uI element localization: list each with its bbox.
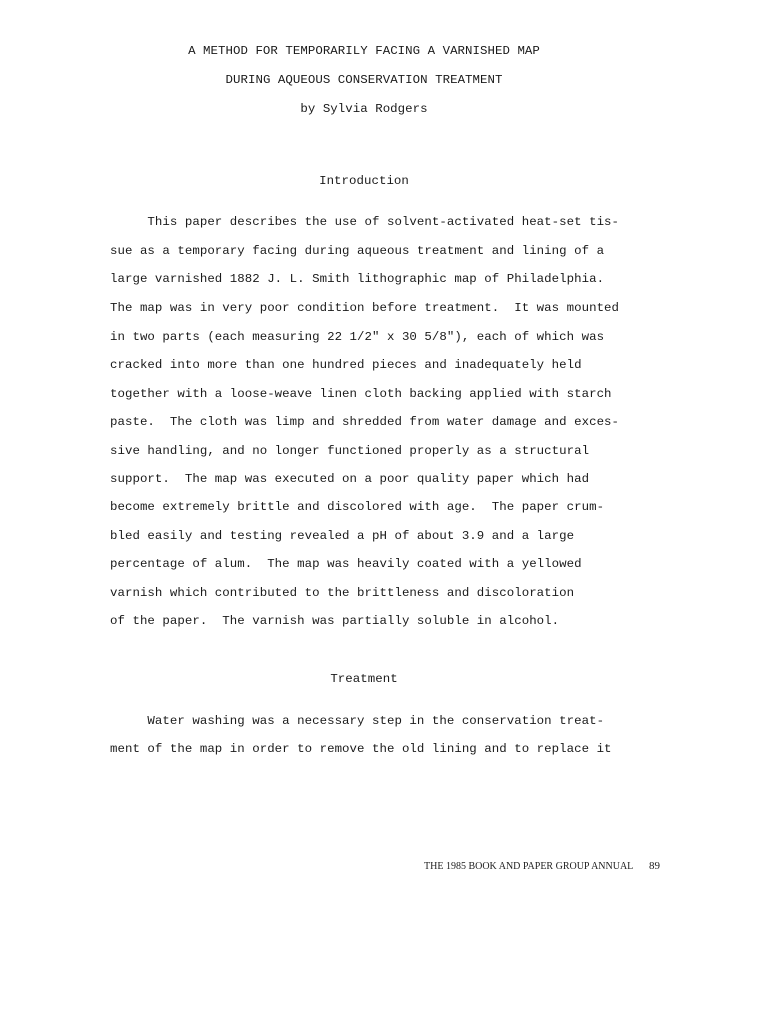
intro-line-7: together with a loose-weave linen cloth backing applied with starch (110, 387, 612, 401)
intro-line-9: sive handling, and no longer functioned properly as a structural (110, 444, 590, 458)
intro-line-8: paste. The cloth was limp and shredded from water damage and exces- (110, 415, 620, 429)
title-line-2: DURING AQUEOUS CONSERVATION TREATMENT (225, 73, 503, 87)
intro-line-1: This paper describes the use of solvent-activated heat-set tis- (110, 215, 620, 229)
intro-line-11: become extremely brittle and discolored with age. The paper crum- (110, 500, 605, 514)
treatment-line-2: ment of the map in order to remove the old lining and to replace it (110, 742, 612, 756)
page-number: 89 (649, 860, 660, 872)
treatment-line-1: Water washing was a necessary step in the conservation treat- (110, 714, 605, 728)
treatment-heading: Treatment (330, 672, 398, 686)
introduction-heading: Introduction (319, 174, 409, 188)
intro-line-6: cracked into more than one hundred pieces and inadequately held (110, 358, 582, 372)
journal-footer: THE 1985 BOOK AND PAPER GROUP ANNUAL (424, 861, 634, 872)
intro-line-14: varnish which contributed to the brittleness and discoloration (110, 586, 575, 600)
intro-line-12: bled easily and testing revealed a pH of about 3.9 and a large (110, 529, 575, 543)
intro-line-10: support. The map was executed on a poor quality paper which had (110, 472, 590, 486)
author-line: by Sylvia Rodgers (300, 102, 428, 116)
intro-line-15: of the paper. The varnish was partially soluble in alcohol. (110, 614, 560, 628)
intro-line-4: The map was in very poor condition before treatment. It was mounted (110, 301, 620, 315)
intro-line-13: percentage of alum. The map was heavily coated with a yellowed (110, 557, 582, 571)
intro-line-2: sue as a temporary facing during aqueous treatment and lining of a (110, 244, 605, 258)
intro-line-5: in two parts (each measuring 22 1/2" x 30 5/8"), each of which was (110, 330, 605, 344)
intro-line-3: large varnished 1882 J. L. Smith lithographic map of Philadelphia. (110, 272, 605, 286)
title-line-1: A METHOD FOR TEMPORARILY FACING A VARNISHED MAP (188, 44, 540, 58)
